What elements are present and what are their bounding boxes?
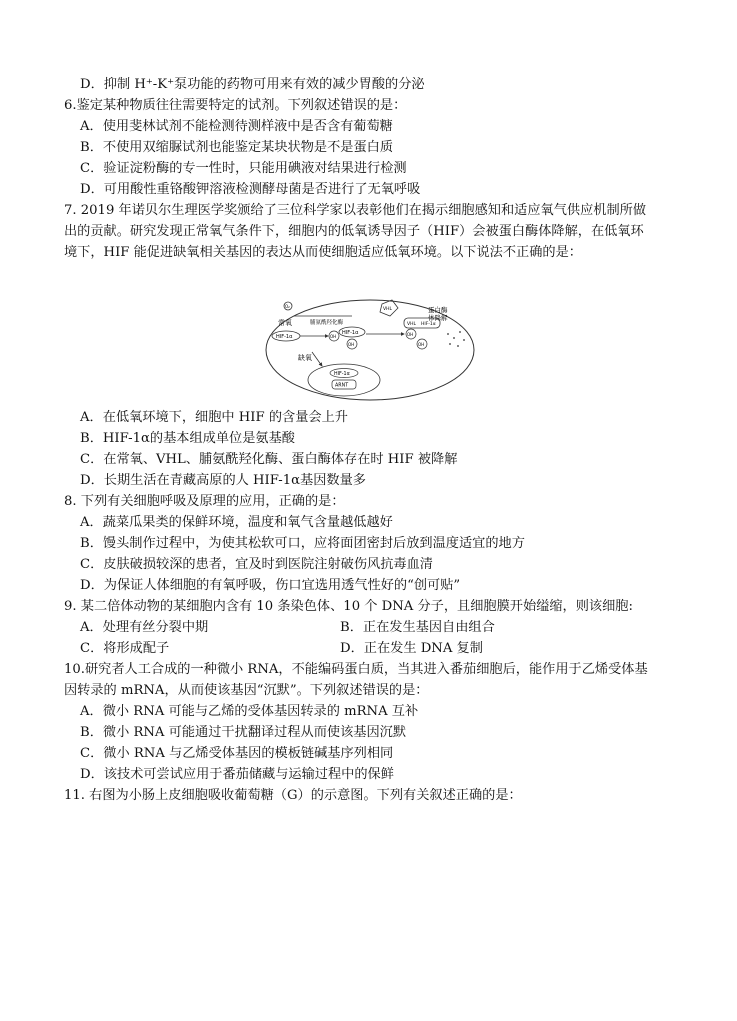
q8-option-c: C．皮肤破损较深的患者，宜及时到医院注射破伤风抗毒血清 — [80, 557, 433, 572]
q6-stem: 6.鉴定某种物质往往需要特定的试剂。下列叙述错误的是： — [64, 98, 407, 113]
q5-option-d: D．抑制 H⁺-K⁺泵功能的药物可用来有效的减少胃酸的分泌 — [80, 77, 425, 92]
q7-stem-line3: 境下，HIF 能促进缺氧相关基因的表达从而使细胞适应低氧环境。以下说法不正确的是： — [64, 245, 582, 260]
q6-option-a: A．使用斐林试剂不能检测待测样液中是否含有葡萄糖 — [80, 119, 393, 134]
arnt-label: ARNT — [335, 383, 349, 389]
oh-label-1: OH — [330, 334, 337, 339]
q11-stem: 11. 右图为小肠上皮细胞吸收葡萄糖（G）的示意图。下列有关叙述正确的是： — [64, 788, 522, 803]
q6-option-c: C．验证淀粉酶的专一性时，只能用碘液对结果进行检测 — [80, 161, 407, 176]
hypoxia-label: 缺氧 — [298, 354, 312, 362]
q7-option-b: B．HIF-1α的基本组成单位是氨基酸 — [80, 431, 295, 446]
q9-option-a: A．处理有丝分裂中期 — [80, 620, 209, 635]
q10-stem-line2: 因转录的 mRNA，从而使该基因“沉默”。下列叙述错误的是： — [64, 683, 429, 698]
hif-diagram — [264, 292, 476, 402]
q7-option-a: A．在低氧环境下，细胞中 HIF 的含量会上升 — [80, 410, 348, 425]
normal-oxygen-label: 常氧 — [278, 319, 292, 327]
q7-stem-line2: 出的贡献。研究发现正常氧气条件下，细胞内的低氧诱导因子（HIF）会被蛋白酶体降解，在低氧环 — [64, 224, 644, 239]
q8-option-b: B．馒头制作过程中，为使其松软可口，应将面团密封后放到温度适宜的地方 — [80, 536, 525, 551]
q6-option-d: D．可用酸性重铬酸钾溶液检测酵母菌是否进行了无氧呼吸 — [80, 182, 421, 197]
vhl-small-label: VHL — [407, 322, 416, 327]
q9-option-b: B．正在发生基因自由组合 — [340, 620, 495, 635]
enzyme-label: 脯氨酰羟化酶 — [310, 320, 344, 326]
q8-stem: 8. 下列有关细胞呼吸及原理的应用，正确的是： — [64, 494, 345, 509]
proteasome-label-2: 体降解 — [428, 314, 448, 322]
degraded-fragments — [447, 331, 465, 347]
proteasome-label-1: 蛋白酶 — [428, 306, 448, 314]
o2-label: O₂ — [285, 304, 290, 309]
q10-option-c: C．微小 RNA 与乙烯受体基因的模板链碱基序列相同 — [80, 746, 394, 761]
q8-option-a: A．蔬菜瓜果类的保鲜环境，温度和氧气含量越低越好 — [80, 515, 393, 530]
hif-label-1: HIF-1α — [276, 334, 293, 340]
q10-option-d: D．该技术可尝试应用于番茄储藏与运输过程中的保鲜 — [80, 767, 394, 782]
q10-option-a: A．微小 RNA 可能与乙烯的受体基因转录的 mRNA 互补 — [80, 704, 419, 719]
hif-label-4: HIF-1α — [334, 372, 350, 377]
hif-label-2: HIF-1α — [342, 330, 359, 336]
q7-option-d: D．长期生活在青藏高原的人 HIF-1α基因数量多 — [80, 473, 366, 488]
q9-stem: 9. 某二倍体动物的某细胞内含有 10 条染色体、10 个 DNA 分子，且细胞膜开始缢缩，则该细胞: — [64, 599, 633, 614]
q10-stem-line1: 10.研究者人工合成的一种微小 RNA，不能编码蛋白质，当其进入番茄细胞后，能作用于乙烯受体基 — [64, 662, 648, 677]
oh-label-3: OH — [407, 332, 414, 337]
q9-option-d: D．正在发生 DNA 复制 — [340, 641, 483, 656]
hif-label-3: HIF-1α — [421, 322, 436, 327]
q10-option-b: B．微小 RNA 可能通过干扰翻译过程从而使该基因沉默 — [80, 725, 407, 740]
q7-stem-line1: 7. 2019 年诺贝尔生理医学奖颁给了三位科学家以表彰他们在揭示细胞感知和适应氧气供应机制所做 — [64, 203, 647, 218]
q8-option-d: D．为保证人体细胞的有氧呼吸，伤口宜选用透气性好的“创可贴” — [80, 578, 461, 593]
q9-option-c: C．将形成配子 — [80, 641, 170, 656]
vhl-label: VHL — [383, 307, 392, 312]
q7-option-c: C．在常氧、VHL、脯氨酰羟化酶、蛋白酶体存在时 HIF 被降解 — [80, 452, 458, 467]
oh-label-2: OH — [348, 342, 355, 347]
q6-option-b: B．不使用双缩脲试剂也能鉴定某块状物是不是蛋白质 — [80, 140, 394, 155]
oh-label-4: OH — [418, 342, 425, 347]
